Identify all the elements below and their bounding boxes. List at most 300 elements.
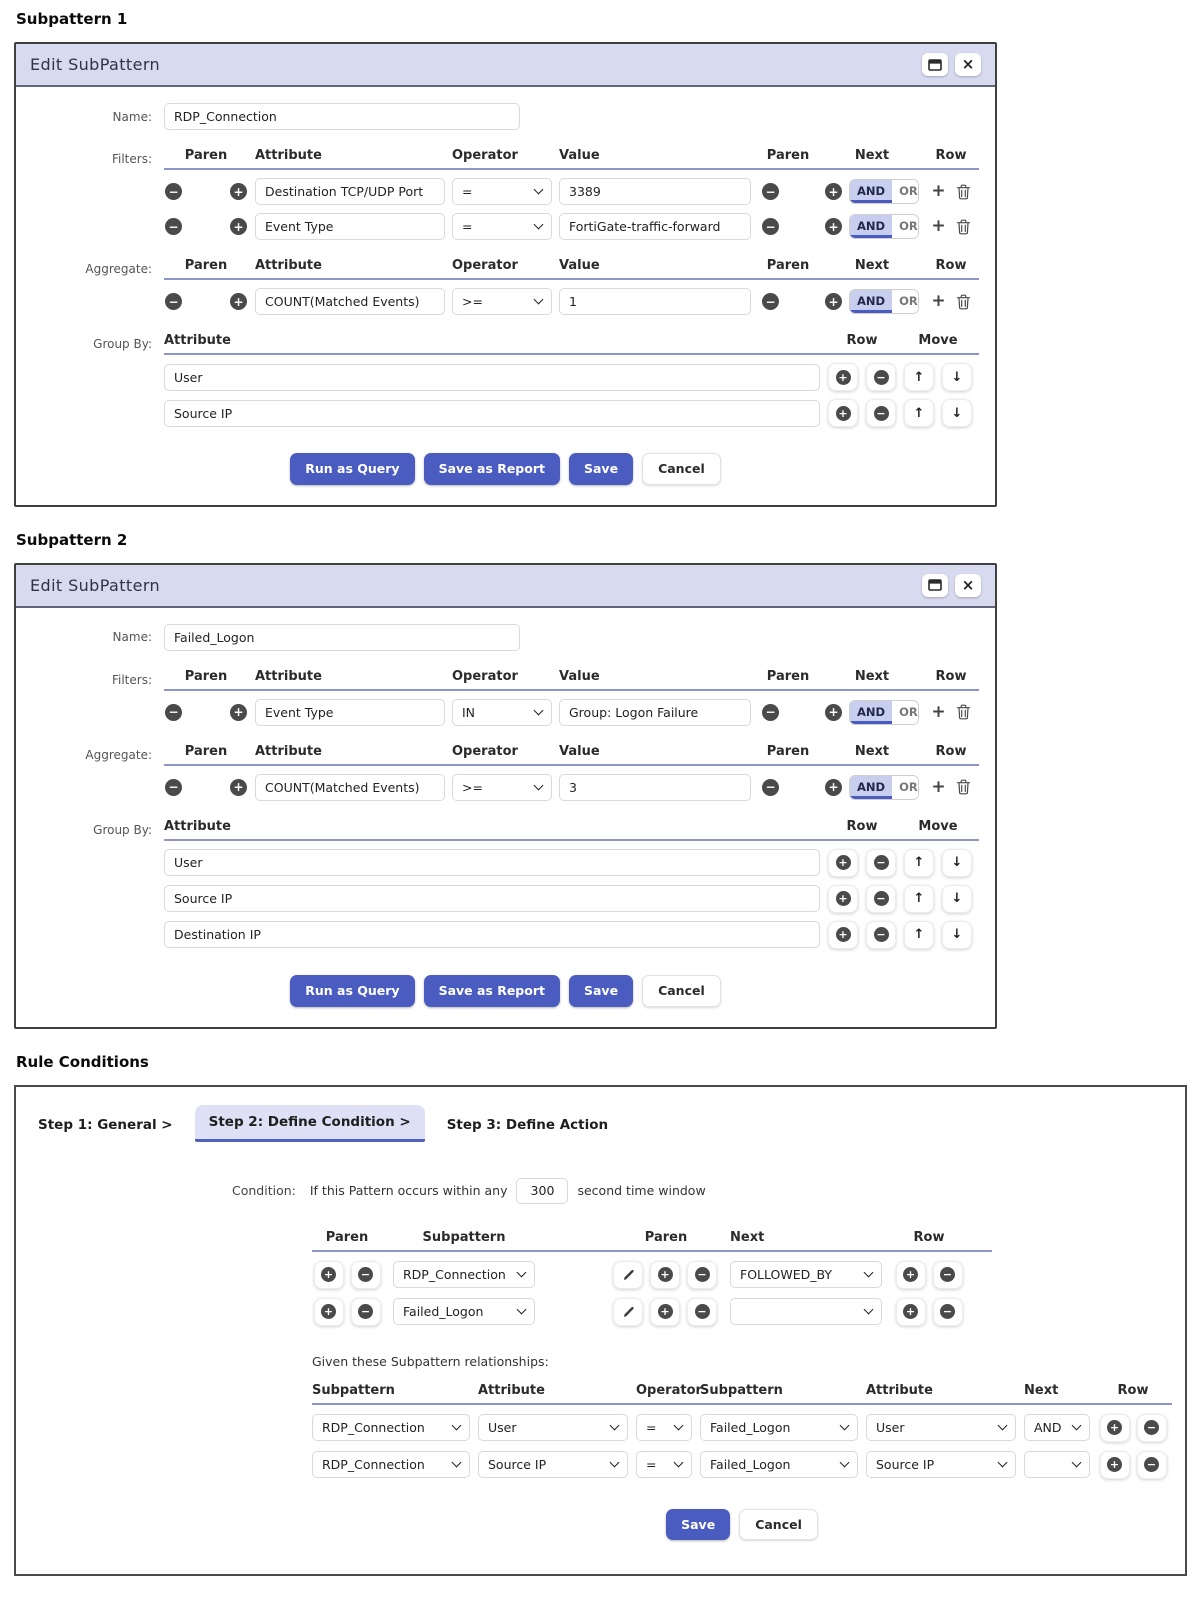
value-field[interactable] <box>559 774 751 801</box>
operator-value: = <box>646 1457 657 1472</box>
arrow-up-icon: ↑ <box>913 927 925 943</box>
remove-paren-button[interactable] <box>687 1298 717 1326</box>
attribute-field[interactable] <box>255 178 445 205</box>
column-header-attribute: Attribute <box>866 1382 933 1398</box>
or-toggle[interactable]: OR <box>892 776 919 799</box>
remove-row-button[interactable] <box>933 1261 963 1289</box>
column-header-paren: Paren <box>184 668 228 684</box>
next-select[interactable] <box>1024 1414 1090 1441</box>
plus-icon: + <box>321 1267 336 1282</box>
column-header-attribute: Attribute <box>478 1382 545 1398</box>
subpattern-value: RDP_Connection <box>322 1457 425 1472</box>
remove-row-button[interactable] <box>866 921 896 949</box>
attribute-select[interactable] <box>478 1414 628 1441</box>
attribute-value: Event Type <box>265 704 334 720</box>
operator-select[interactable] <box>452 178 552 205</box>
add-close-paren-icon[interactable]: + <box>825 293 842 310</box>
filters-header-row <box>164 148 979 170</box>
panel-buttons <box>312 1509 1172 1541</box>
groupby-attribute-field[interactable] <box>164 921 820 948</box>
subpattern-value: Failed_Logon <box>403 1304 484 1319</box>
chevron-down-icon <box>840 1421 850 1431</box>
save-as-report-button[interactable]: Save as Report <box>424 453 560 485</box>
filter-row <box>164 178 979 205</box>
add-row-button[interactable] <box>896 1261 926 1289</box>
relationships-table <box>312 1383 1172 1479</box>
remove-close-paren-icon[interactable]: − <box>762 218 779 235</box>
minus-icon: − <box>358 1304 373 1319</box>
remove-row-button[interactable] <box>933 1298 963 1326</box>
add-row-button[interactable] <box>1100 1414 1130 1442</box>
arrow-up-icon: ↑ <box>913 855 925 871</box>
attribute-field[interactable] <box>255 774 445 801</box>
attribute-value: User <box>174 369 203 385</box>
groupby-attribute-field[interactable] <box>164 849 820 876</box>
add-row-icon[interactable]: + <box>931 216 946 236</box>
column-header-next: Next <box>730 1229 765 1245</box>
aggregate-section <box>32 258 979 315</box>
column-header-paren: Paren <box>184 148 228 163</box>
arrow-up-icon: ↑ <box>913 891 925 907</box>
attribute-select[interactable] <box>866 1414 1016 1441</box>
plus-icon: + <box>658 1304 673 1319</box>
add-row-button[interactable] <box>828 885 858 913</box>
column-header-attribute: Attribute <box>255 148 322 163</box>
chevron-down-icon <box>610 1458 620 1468</box>
move-up-button[interactable] <box>904 921 934 949</box>
add-close-paren-icon[interactable]: + <box>825 183 842 200</box>
column-header-row: Row <box>935 258 967 273</box>
add-row-icon[interactable]: + <box>931 701 946 722</box>
chevron-down-icon <box>864 1305 874 1315</box>
dialog-body <box>16 608 995 1027</box>
pattern-table <box>312 1230 992 1326</box>
minus-icon: − <box>695 1267 710 1282</box>
edit-subpattern-button[interactable] <box>613 1261 643 1289</box>
and-or-toggle <box>849 289 919 314</box>
edit-subpattern-button[interactable] <box>613 1298 643 1326</box>
trash-icon[interactable] <box>956 184 971 200</box>
add-row-button[interactable] <box>828 363 858 391</box>
filters-section <box>32 148 979 240</box>
move-up-button[interactable] <box>904 849 934 877</box>
or-toggle[interactable]: OR <box>892 701 919 724</box>
and-toggle[interactable]: AND <box>850 701 892 724</box>
attribute-value: Event Type <box>265 219 334 234</box>
attribute-value: COUNT(Matched Events) <box>265 294 420 309</box>
subpattern-value: RDP_Connection <box>403 1267 506 1282</box>
condition-prefix-text: If this Pattern occurs within any <box>309 1183 508 1198</box>
add-open-paren-icon[interactable]: + <box>230 218 247 235</box>
pencil-icon <box>623 1269 634 1281</box>
save-as-report-button[interactable]: Save as Report <box>424 975 560 1007</box>
attribute-select[interactable] <box>478 1451 628 1478</box>
move-down-button[interactable] <box>942 399 972 427</box>
chevron-down-icon <box>534 220 544 230</box>
or-toggle[interactable]: OR <box>892 215 919 238</box>
run-as-query-button[interactable]: Run as Query <box>290 453 414 485</box>
rule-conditions-panel <box>14 1085 1187 1577</box>
minus-icon: − <box>695 1304 710 1319</box>
tab-step1-general[interactable]: Step 1: General > <box>38 1116 173 1133</box>
operator-select[interactable] <box>452 288 552 315</box>
pencil-icon <box>623 1306 634 1318</box>
operator-value: >= <box>462 779 483 795</box>
value-field[interactable] <box>559 178 751 205</box>
column-header-subpattern: Subpattern <box>312 1382 395 1398</box>
window-maximize-icon <box>928 579 942 591</box>
chevron-down-icon <box>610 1421 620 1431</box>
plus-icon: + <box>836 855 851 870</box>
add-paren-button[interactable] <box>314 1298 344 1326</box>
column-header-row: Row <box>935 668 967 684</box>
filters-label: Filters: <box>111 152 152 166</box>
operator-value: = <box>646 1420 657 1435</box>
maximize-button[interactable] <box>922 53 948 76</box>
next-value: AND <box>1034 1420 1062 1435</box>
add-open-paren-icon[interactable]: + <box>230 293 247 310</box>
pattern-header-row <box>312 1230 992 1252</box>
remove-open-paren-icon[interactable]: − <box>165 704 182 721</box>
groupby-row <box>164 399 979 427</box>
plus-icon: + <box>658 1267 673 1282</box>
close-button[interactable]: × <box>955 53 981 76</box>
chevron-down-icon <box>534 780 544 790</box>
plus-icon: + <box>321 1304 336 1319</box>
run-as-query-button[interactable]: Run as Query <box>290 975 414 1007</box>
filters-section <box>32 669 979 726</box>
tab-step2-define-condition[interactable]: Step 2: Define Condition > <box>195 1105 425 1142</box>
aggregate-label: Aggregate: <box>85 747 152 762</box>
pattern-row <box>312 1261 992 1289</box>
attribute-field[interactable] <box>255 699 445 726</box>
remove-row-button[interactable] <box>1137 1414 1167 1442</box>
edit-subpattern-dialog-1 <box>14 42 997 507</box>
column-header-row: Row <box>846 333 878 348</box>
plus-icon: + <box>836 370 851 385</box>
arrow-up-icon: ↑ <box>913 405 925 421</box>
move-up-button[interactable] <box>904 885 934 913</box>
subpattern-select[interactable] <box>700 1451 858 1478</box>
subpattern-value: RDP_Connection <box>322 1420 425 1435</box>
remove-paren-button[interactable] <box>687 1261 717 1289</box>
next-value: FOLLOWED_BY <box>740 1267 833 1282</box>
operator-select[interactable] <box>452 774 552 801</box>
name-label: Name: <box>112 630 152 645</box>
chevron-down-icon <box>674 1458 684 1468</box>
value-field[interactable] <box>559 213 751 240</box>
operator-value: = <box>462 219 473 234</box>
dialog-buttons <box>32 975 979 1007</box>
add-row-button[interactable] <box>828 399 858 427</box>
chevron-down-icon <box>517 1268 527 1278</box>
remove-open-paren-icon[interactable]: − <box>165 779 182 796</box>
column-header-paren: Paren <box>766 148 810 163</box>
value-text: 3 <box>569 779 577 795</box>
plus-icon: + <box>1107 1420 1122 1435</box>
aggregate-header-row <box>164 258 979 280</box>
and-or-toggle <box>849 775 919 800</box>
value-text: Group: Logon Failure <box>569 704 699 720</box>
name-row <box>32 103 979 130</box>
minus-icon: − <box>874 927 889 942</box>
column-header-next: Next <box>854 668 890 684</box>
arrow-down-icon: ↓ <box>951 855 963 871</box>
operator-select[interactable] <box>452 699 552 726</box>
column-header-value: Value <box>559 668 600 684</box>
subpattern-value: Failed_Logon <box>710 1420 791 1435</box>
groupby-header-row <box>164 333 979 355</box>
remove-open-paren-icon[interactable]: − <box>165 183 182 200</box>
relationships-caption: Given these Subpattern relationships: <box>312 1353 549 1369</box>
subpattern-select[interactable] <box>312 1451 470 1478</box>
aggregate-label: Aggregate: <box>85 262 152 276</box>
window-maximize-icon <box>928 59 942 71</box>
add-row-button[interactable] <box>896 1298 926 1326</box>
arrow-up-icon: ↑ <box>913 369 925 385</box>
and-toggle[interactable]: AND <box>850 180 892 203</box>
operator-select[interactable] <box>636 1414 692 1441</box>
remove-close-paren-icon[interactable]: − <box>762 704 779 721</box>
window-controls <box>922 53 981 76</box>
chevron-down-icon <box>674 1421 684 1431</box>
condition-row <box>232 1178 1185 1204</box>
groupby-header-row <box>164 819 979 841</box>
arrow-down-icon: ↓ <box>951 405 963 421</box>
move-down-button[interactable] <box>942 363 972 391</box>
plus-icon: + <box>836 406 851 421</box>
dialog-title: Edit SubPattern <box>30 55 161 74</box>
column-header-row: Row <box>913 1229 945 1245</box>
relationships-header-row <box>312 1383 1172 1405</box>
next-select[interactable] <box>1024 1451 1090 1478</box>
arrow-down-icon: ↓ <box>951 369 963 385</box>
column-header-paren: Paren <box>644 1229 688 1245</box>
save-button[interactable]: Save <box>569 453 633 485</box>
trash-icon[interactable] <box>956 219 971 235</box>
filter-row <box>164 213 979 240</box>
attribute-value: Destination IP <box>174 927 261 943</box>
attribute-value: Source IP <box>876 1457 935 1472</box>
move-down-button[interactable] <box>942 885 972 913</box>
aggregate-row <box>164 774 979 801</box>
groupby-row <box>164 849 979 877</box>
remove-row-button[interactable] <box>1137 1451 1167 1479</box>
attribute-field[interactable] <box>255 288 445 315</box>
next-select[interactable] <box>730 1261 882 1288</box>
close-button[interactable]: × <box>955 574 981 597</box>
value-field[interactable] <box>559 288 751 315</box>
minus-icon: − <box>1144 1457 1159 1472</box>
column-header-attribute: Attribute <box>255 668 322 684</box>
value-text: 3389 <box>569 184 601 199</box>
subpattern-select[interactable] <box>393 1261 535 1288</box>
groupby-label: Group By: <box>93 822 152 837</box>
remove-row-button[interactable] <box>866 849 896 877</box>
column-header-value: Value <box>559 258 600 273</box>
chevron-down-icon <box>452 1421 462 1431</box>
column-header-row: Row <box>935 743 967 759</box>
attribute-value: Destination TCP/UDP Port <box>265 184 424 199</box>
chevron-down-icon <box>534 185 544 195</box>
add-open-paren-icon[interactable]: + <box>230 704 247 721</box>
subpattern-select[interactable] <box>312 1414 470 1441</box>
remove-close-paren-icon[interactable]: − <box>762 779 779 796</box>
chevron-down-icon <box>534 705 544 715</box>
move-up-button[interactable] <box>904 399 934 427</box>
column-header-paren: Paren <box>325 1229 369 1245</box>
attribute-select[interactable] <box>866 1451 1016 1478</box>
attribute-value: Source IP <box>174 891 233 907</box>
column-header-paren: Paren <box>184 258 228 273</box>
or-toggle[interactable]: OR <box>892 180 919 203</box>
cancel-button[interactable]: Cancel <box>739 1509 818 1541</box>
name-input[interactable] <box>164 103 520 130</box>
column-header-row: Row <box>1117 1382 1149 1398</box>
aggregate-section <box>32 744 979 801</box>
column-header-next: Next <box>1024 1382 1059 1398</box>
column-header-row: Row <box>846 818 878 834</box>
column-header-next: Next <box>854 148 890 163</box>
dialog-body <box>16 87 995 505</box>
time-window-input[interactable] <box>516 1178 568 1204</box>
column-header-attribute: Attribute <box>255 743 322 759</box>
subpattern-select[interactable] <box>393 1298 535 1325</box>
column-header-subpattern: Subpattern <box>700 1382 783 1398</box>
chevron-down-icon <box>1072 1421 1082 1431</box>
column-header-operator: Operator <box>452 743 518 759</box>
column-header-attribute: Attribute <box>164 333 231 348</box>
attribute-value: COUNT(Matched Events) <box>265 779 420 795</box>
groupby-attribute-field[interactable] <box>164 885 820 912</box>
column-header-move: Move <box>918 818 958 834</box>
remove-row-button[interactable] <box>866 363 896 391</box>
arrow-down-icon: ↓ <box>951 927 963 943</box>
add-paren-button[interactable] <box>650 1298 680 1326</box>
wizard-tabs <box>16 1103 1185 1142</box>
add-open-paren-icon[interactable]: + <box>230 779 247 796</box>
add-row-icon[interactable]: + <box>931 776 946 797</box>
chevron-down-icon <box>452 1458 462 1468</box>
minus-icon: − <box>940 1304 955 1319</box>
condition-label: Condition: <box>232 1183 296 1198</box>
minus-icon: − <box>874 406 889 421</box>
pattern-row <box>312 1298 992 1326</box>
remove-close-paren-icon[interactable]: − <box>762 293 779 310</box>
chevron-down-icon <box>1072 1458 1082 1468</box>
operator-value: >= <box>462 294 483 309</box>
next-select[interactable] <box>730 1298 882 1325</box>
remove-row-button[interactable] <box>866 885 896 913</box>
section-label-subpattern-1: Subpattern 1 <box>16 10 128 28</box>
plus-icon: + <box>903 1304 918 1319</box>
relationship-row <box>312 1451 1172 1479</box>
name-input[interactable] <box>164 624 520 651</box>
remove-close-paren-icon[interactable]: − <box>762 183 779 200</box>
remove-paren-button[interactable] <box>351 1298 381 1326</box>
aggregate-row <box>164 288 979 315</box>
add-paren-button[interactable] <box>314 1261 344 1289</box>
filter-row <box>164 699 979 726</box>
tab-step3-define-action[interactable]: Step 3: Define Action <box>446 1116 609 1133</box>
add-row-button[interactable] <box>828 921 858 949</box>
add-open-paren-icon[interactable]: + <box>230 183 247 200</box>
save-button[interactable]: Save <box>666 1509 730 1541</box>
remove-open-paren-icon[interactable]: − <box>165 293 182 310</box>
plus-icon: + <box>836 891 851 906</box>
groupby-label: Group By: <box>93 337 152 351</box>
column-header-next: Next <box>854 258 890 273</box>
add-close-paren-icon[interactable]: + <box>825 218 842 235</box>
operator-value: IN <box>462 704 476 720</box>
groupby-attribute-field[interactable] <box>164 364 820 391</box>
minus-icon: − <box>874 370 889 385</box>
or-toggle[interactable]: OR <box>892 290 919 313</box>
trash-icon[interactable] <box>956 779 971 795</box>
chevron-down-icon <box>998 1421 1008 1431</box>
groupby-attribute-field[interactable] <box>164 400 820 427</box>
add-row-icon[interactable]: + <box>931 291 946 311</box>
attribute-value: Source IP <box>488 1457 547 1472</box>
column-header-row: Row <box>935 148 967 163</box>
attribute-value: User <box>174 855 203 871</box>
add-row-button[interactable] <box>1100 1451 1130 1479</box>
save-button[interactable]: Save <box>569 975 633 1007</box>
groupby-row <box>164 921 979 949</box>
value-text: FortiGate-traffic-forward <box>569 219 721 234</box>
column-header-next: Next <box>854 743 890 759</box>
groupby-section <box>32 819 979 949</box>
add-close-paren-icon[interactable]: + <box>825 779 842 796</box>
add-row-button[interactable] <box>828 849 858 877</box>
remove-open-paren-icon[interactable]: − <box>165 218 182 235</box>
cancel-button[interactable]: Cancel <box>642 975 721 1007</box>
dialog-titlebar <box>16 44 995 87</box>
and-toggle[interactable]: AND <box>850 215 892 238</box>
remove-paren-button[interactable] <box>351 1261 381 1289</box>
remove-row-button[interactable] <box>866 399 896 427</box>
column-header-paren: Paren <box>766 743 810 759</box>
subpattern-select[interactable] <box>700 1414 858 1441</box>
plus-icon: + <box>903 1267 918 1282</box>
operator-select[interactable] <box>636 1451 692 1478</box>
move-down-button[interactable] <box>942 921 972 949</box>
add-close-paren-icon[interactable]: + <box>825 704 842 721</box>
trash-icon[interactable] <box>956 704 971 720</box>
and-toggle[interactable]: AND <box>850 290 892 313</box>
relationship-row <box>312 1414 1172 1442</box>
column-header-paren: Paren <box>766 668 810 684</box>
value-field[interactable] <box>559 699 751 726</box>
column-header-subpattern: Subpattern <box>422 1229 506 1245</box>
operator-select[interactable] <box>452 213 552 240</box>
maximize-button[interactable] <box>922 574 948 597</box>
minus-icon: − <box>874 855 889 870</box>
and-toggle[interactable]: AND <box>850 776 892 799</box>
column-header-paren: Paren <box>184 743 228 759</box>
add-paren-button[interactable] <box>650 1261 680 1289</box>
column-header-operator: Operator <box>452 148 518 163</box>
minus-icon: − <box>940 1267 955 1282</box>
aggregate-header-row <box>164 744 979 766</box>
cancel-button[interactable]: Cancel <box>642 453 721 485</box>
add-row-icon[interactable]: + <box>931 181 946 201</box>
trash-icon[interactable] <box>956 294 971 310</box>
move-up-button[interactable] <box>904 363 934 391</box>
attribute-field[interactable] <box>255 213 445 240</box>
column-header-value: Value <box>559 148 600 163</box>
move-down-button[interactable] <box>942 849 972 877</box>
